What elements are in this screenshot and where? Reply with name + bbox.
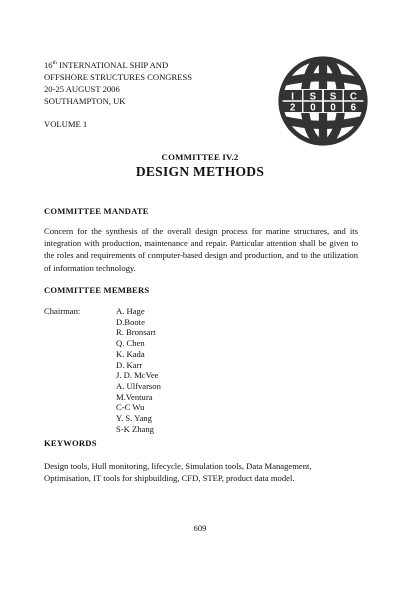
logo-letter-1: I xyxy=(291,91,294,103)
edition-number: 16 xyxy=(44,60,53,70)
member-name: Y. S. Yang xyxy=(116,413,152,424)
issc-globe-logo xyxy=(277,55,369,147)
logo-digit-2: 0 xyxy=(310,102,316,114)
congress-location: SOUTHAMPTON, UK xyxy=(44,96,126,106)
volume-label: VOLUME 1 xyxy=(44,119,88,129)
members-list xyxy=(116,306,161,434)
member-name: A. Hage xyxy=(116,306,145,316)
keywords-paragraph: Design tools, Hull monitoring, lifecycle, Simulation tools, Data Management, Optimisation, IT tools for shipbuilding, CFD, STEP, product data model. xyxy=(44,461,312,484)
logo-letter-4: C xyxy=(349,91,357,103)
logo-letter-2: S xyxy=(309,91,317,103)
congress-line-1-text: INTERNATIONAL SHIP AND xyxy=(56,60,169,70)
mandate-paragraph: Concern for the synthesis of the overall design process for marine structures, and its integration with production, maintenance and repair. Particular attention shall be given to the roles and requirements of computer-based design and production, and to the utilization of information technology. xyxy=(44,226,358,273)
congress-line-1 xyxy=(44,59,192,71)
member-name: A. Ulfvarson xyxy=(116,380,161,391)
logo-digit-3: 0 xyxy=(330,102,336,114)
chairman-label: Chairman: xyxy=(44,306,81,316)
member-name: R. Bronsart xyxy=(116,327,156,338)
member-name: Q. Chen xyxy=(116,338,145,349)
congress-dates: 20-25 AUGUST 2006 xyxy=(44,84,120,94)
logo-letter-3: S xyxy=(329,91,337,103)
member-name: C-C Wu xyxy=(116,402,145,413)
member-name: K. Kada xyxy=(116,348,145,359)
committee-title: DESIGN METHODS xyxy=(135,164,265,179)
member-name: D. Karr xyxy=(116,359,143,370)
committee-number: COMMITTEE IV.2 xyxy=(161,152,239,162)
edition-suffix: th xyxy=(52,60,57,67)
keywords-heading: KEYWORDS xyxy=(44,438,97,448)
member-name: D.Boote xyxy=(116,316,145,327)
member-name: S-K Zhang xyxy=(116,423,154,434)
logo-digit-4: 6 xyxy=(350,102,357,114)
logo-digit-1: 2 xyxy=(289,102,296,114)
page-number: 609 xyxy=(193,523,207,533)
member-name: J. D. McVee xyxy=(116,370,159,381)
member-name: M.Ventura xyxy=(116,391,153,402)
congress-line-2: OFFSHORE STRUCTURES CONGRESS xyxy=(44,72,193,82)
mandate-heading: COMMITTEE MANDATE xyxy=(44,206,149,216)
members-heading: COMMITTEE MEMBERS xyxy=(44,285,150,295)
congress-header xyxy=(44,59,192,130)
